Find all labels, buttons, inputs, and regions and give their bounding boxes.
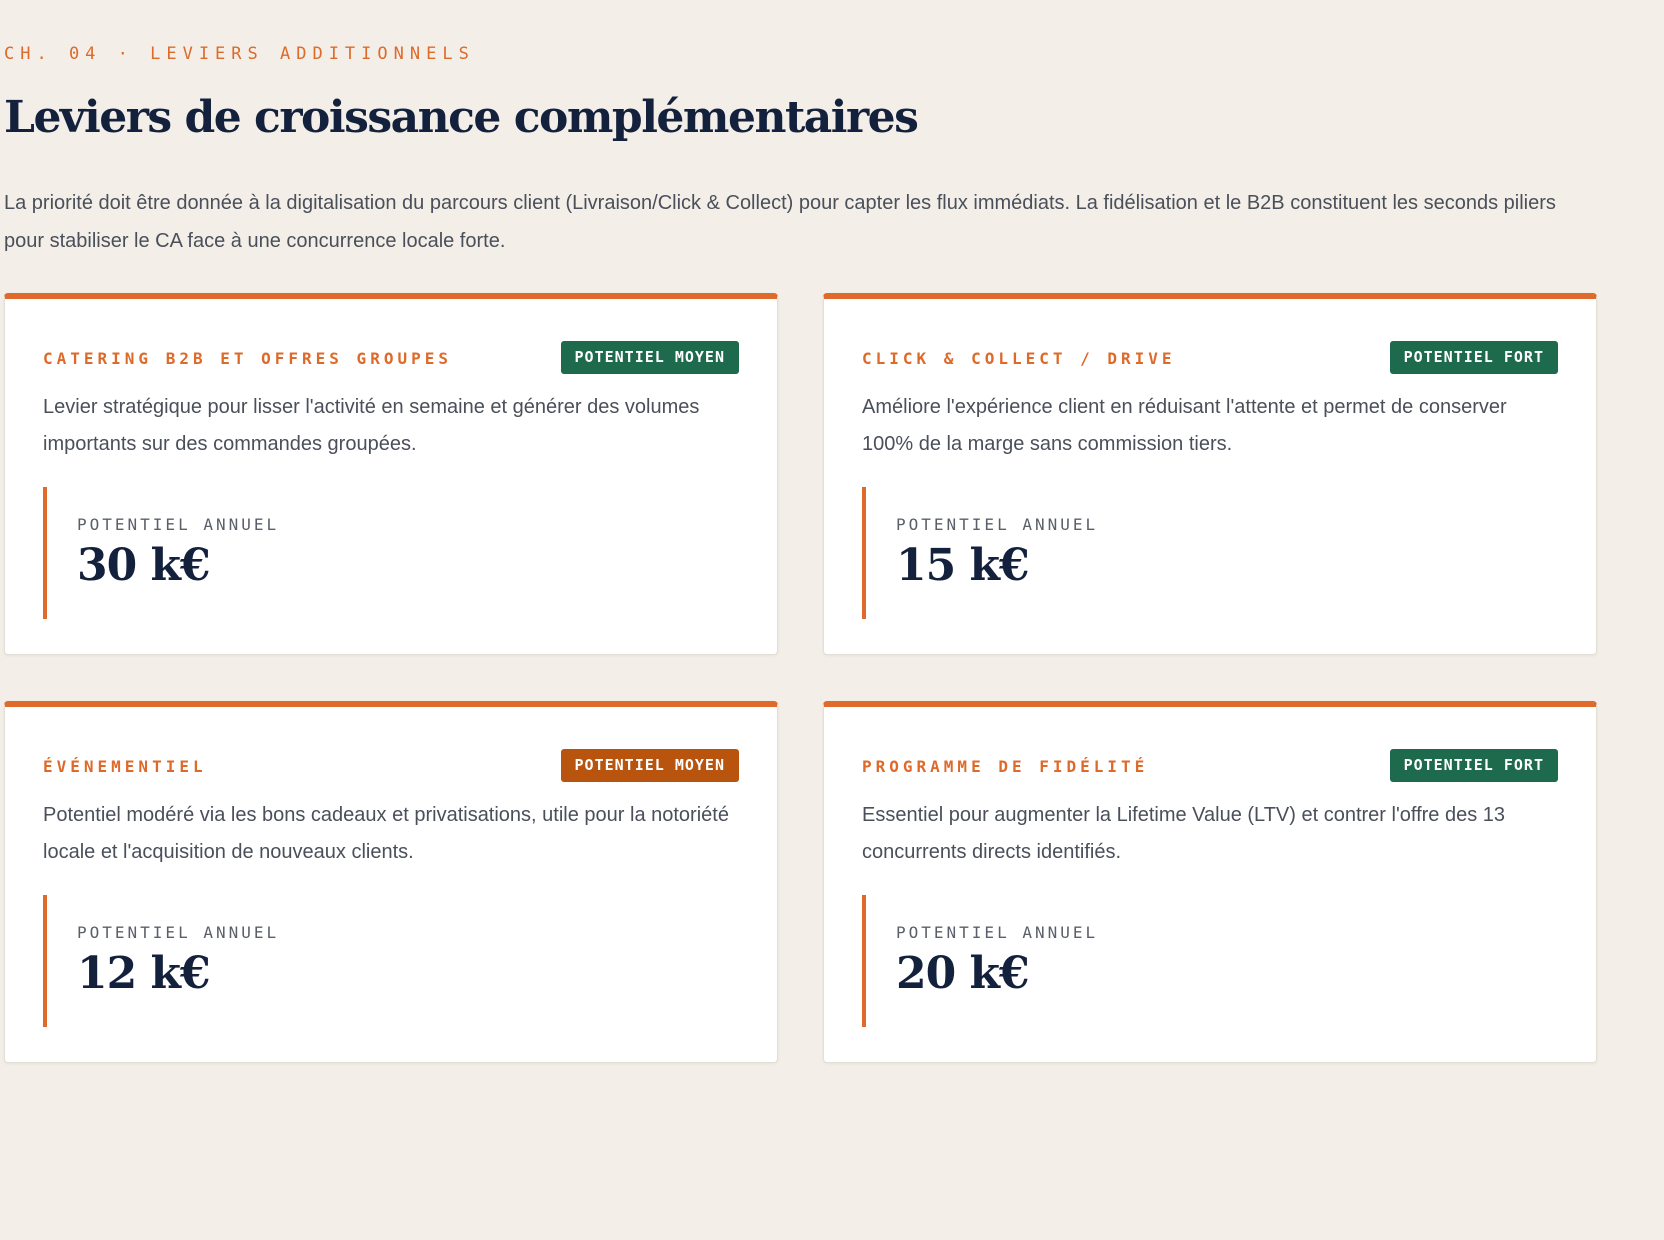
card-description: Améliore l'expérience client en réduisant l'attente et permet de conserver 100% de la marge sans commission tiers.	[862, 396, 1507, 455]
annual-potential-value: 30 k€	[77, 540, 210, 591]
annual-potential-label: POTENTIEL ANNUEL	[896, 923, 1099, 942]
annual-potential-block	[43, 487, 279, 619]
lever-card-catering	[4, 293, 778, 655]
card-label: CATERING B2B ET OFFRES GROUPES	[43, 349, 452, 368]
annual-potential-block	[43, 895, 279, 1027]
annual-potential-label: POTENTIEL ANNUEL	[77, 515, 280, 534]
card-description: Levier stratégique pour lisser l'activité en semaine et générer des volumes importants sur des commandes groupées.	[43, 396, 700, 455]
lever-card-click-collect	[823, 293, 1597, 655]
annual-potential-label: POTENTIEL ANNUEL	[896, 515, 1099, 534]
lever-card-evenementiel	[4, 701, 778, 1063]
annual-potential-value: 15 k€	[896, 540, 1029, 591]
card-description: Essentiel pour augmenter la Lifetime Value (LTV) et contrer l'offre des 13 concurrents directs identifiés.	[862, 804, 1506, 863]
page-title: Leviers de croissance complémentaires	[4, 92, 918, 143]
card-label: ÉVÉNEMENTIEL	[43, 757, 207, 776]
annual-potential-block	[862, 895, 1098, 1027]
potential-badge: POTENTIEL MOYEN	[561, 341, 739, 374]
annual-potential-block	[862, 487, 1098, 619]
intro-paragraph: La priorité doit être donnée à la digitalisation du parcours client (Livraison/Click & Collect) pour capter les flux immédiats. La fidélisation et le B2B constituent les seconds piliers pour stabiliser le CA face à une concurrence locale forte.	[4, 192, 1556, 252]
annual-potential-value: 20 k€	[896, 948, 1029, 999]
potential-badge: POTENTIEL FORT	[1390, 749, 1558, 782]
chapter-eyebrow: CH. 04 · LEVIERS ADDITIONNELS	[4, 44, 475, 64]
card-label: CLICK & COLLECT / DRIVE	[862, 349, 1176, 368]
potential-badge: POTENTIEL MOYEN	[561, 749, 739, 782]
lever-card-fidelite	[823, 701, 1597, 1063]
card-label: PROGRAMME DE FIDÉLITÉ	[862, 757, 1149, 776]
card-description: Potentiel modéré via les bons cadeaux et privatisations, utile pour la notoriété locale et l'acquisition de nouveaux clients.	[43, 804, 729, 863]
annual-potential-label: POTENTIEL ANNUEL	[77, 923, 280, 942]
potential-badge: POTENTIEL FORT	[1390, 341, 1558, 374]
annual-potential-value: 12 k€	[77, 948, 210, 999]
